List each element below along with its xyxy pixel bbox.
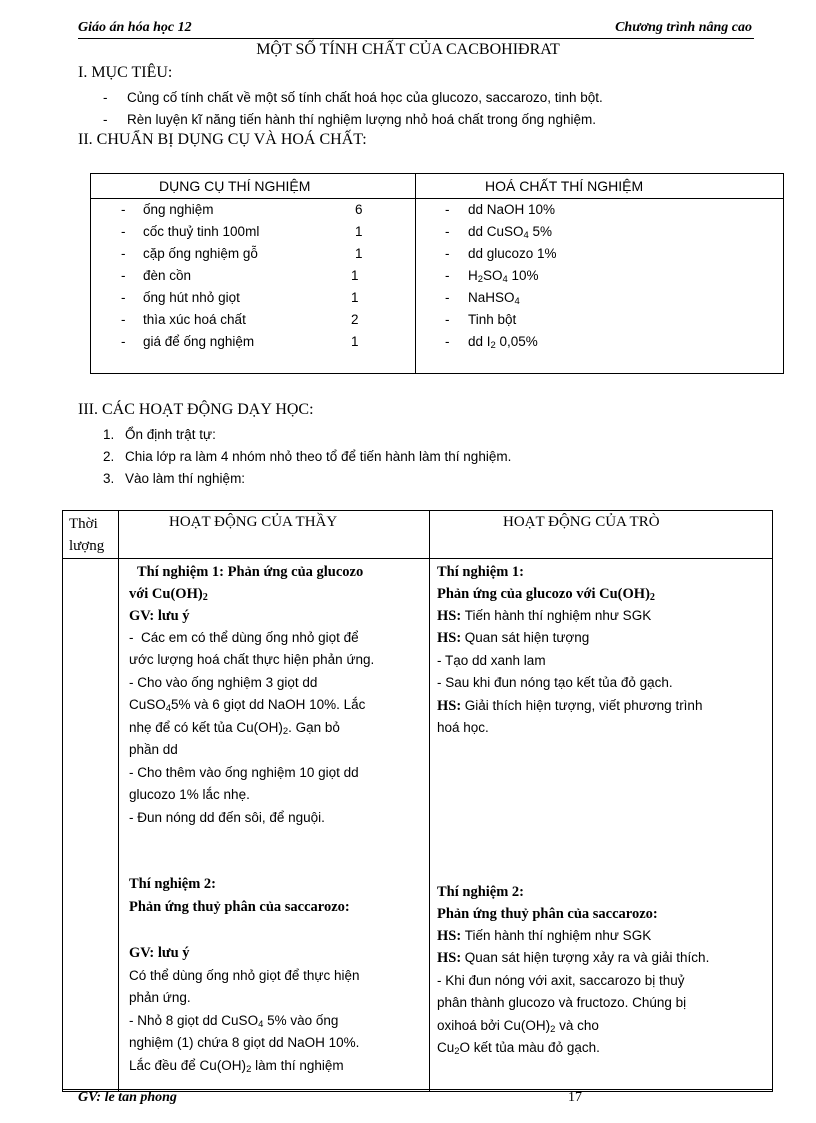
line-text: Giải thích hiện tượng, viết phương trình [464, 698, 703, 713]
chemical-name: dd glucozo 1% [468, 246, 557, 261]
item-text: Vào làm thí nghiệm: [125, 471, 246, 486]
tools-header: DỤNG CỤ THÍ NGHIỆM [159, 178, 311, 194]
line: HS: Quan sát hiện tượng xảy ra và giải thích. [437, 950, 710, 966]
bullet-dash: - [121, 334, 126, 349]
chemical-row [415, 246, 783, 268]
bullet-dash: - [445, 312, 450, 327]
line: nghiệm (1) chứa 8 giọt dd NaOH 10%. [129, 1035, 360, 1050]
item-number: 3. [103, 471, 115, 486]
tools-list [91, 202, 415, 372]
tool-row [91, 224, 415, 246]
line: oxihoá bởi $Cu(OH)_2$ và cho [437, 1018, 599, 1035]
student-column [437, 561, 771, 1091]
tool-row [91, 246, 415, 268]
chemicals-list [415, 202, 783, 372]
bullet-dash: - [103, 90, 108, 105]
item-text: Chia lớp ra làm 4 nhóm nhỏ theo tổ để tiến hành làm thí nghiệm. [125, 449, 512, 464]
exp2-title: Phản ứng thuỷ phân của saccarozo: [129, 899, 350, 915]
footer-author: GV: le tan phong [78, 1090, 177, 1105]
table-header-divider [63, 558, 772, 559]
chemical-row [415, 312, 783, 334]
exp1-title-line1: Thí nghiệm 1: Phản ứng của glucozo [137, 564, 364, 580]
bullet-dash: - [121, 290, 126, 305]
line: - Cho vào ống nghiệm 3 giọt dd [129, 675, 318, 690]
activity-table [62, 510, 773, 1092]
section1-item-text: Rèn luyện kĩ năng tiến hành thí nghiệm lượng nhỏ hoá chất trong ống nghiệm. [127, 112, 596, 127]
tool-qty: 6 [355, 202, 363, 217]
line: - Các em có thể dùng ống nhỏ giọt để [129, 630, 359, 645]
line: phần dd [129, 742, 178, 757]
time-header: Thời lượng [69, 516, 105, 554]
line: - Cho thêm vào ống nghiệm 10 giọt dd [129, 765, 359, 780]
bullet-dash: - [103, 112, 108, 127]
tool-row [91, 290, 415, 312]
exp1-title: Phản ứng của glucozo với $Cu(OH)_2$ [437, 586, 655, 603]
section3-heading: III. CÁC HOẠT ĐỘNG DẠY HỌC: [78, 401, 314, 418]
section3-list [103, 427, 763, 493]
chemicals-header: HOÁ CHẤT THÍ NGHIỆM [485, 178, 644, 194]
exp1-title-line2: với $Cu(OH)_2$ [129, 586, 208, 603]
tool-name: đèn cồn [143, 268, 192, 283]
section2-heading: II. CHUẨN BỊ DỤNG CỤ VÀ HOÁ CHẤT: [78, 131, 367, 148]
tool-row [91, 312, 415, 334]
header-divider [78, 38, 754, 39]
bullet-dash: - [445, 290, 450, 305]
chemical-row [415, 290, 783, 312]
exp2-title: Phản ứng thuỷ phân của saccarozo: [437, 906, 658, 922]
page-number: 17 [568, 1090, 582, 1105]
chemical-name: dd CuSO$_4$ 5% [468, 224, 553, 241]
bullet-dash: - [121, 312, 126, 327]
bullet-dash: - [445, 224, 450, 239]
chemical-name: Tinh bột [468, 312, 517, 327]
line-text: Tiến hành thí nghiệm như SGK [464, 608, 652, 623]
teacher-column [129, 561, 425, 1091]
tool-row [91, 202, 415, 224]
chemical-name: $H_2SO_4$ 10% [468, 268, 539, 285]
chemical-name: NaHSO$_4$ [468, 290, 520, 307]
line: CuSO$_4$5% và 6 giọt dd NaOH 10%. Lắc [129, 697, 366, 714]
item-number: 2. [103, 449, 115, 464]
line: Có thể dùng ống nhỏ giọt để thực hiện [129, 968, 360, 983]
line: HS: Giải thích hiện tượng, viết phương trình [437, 698, 703, 714]
student-header: HOẠT ĐỘNG CỦA TRÒ [503, 514, 660, 530]
tool-qty: 1 [355, 224, 363, 239]
teacher-header: HOẠT ĐỘNG CỦA THẦY [169, 514, 338, 530]
tool-name: thìa xúc hoá chất [143, 312, 246, 327]
tool-name: ống nghiệm [143, 202, 214, 217]
tool-name: cặp ống nghiệm gỗ [143, 246, 258, 261]
item-text: Ổn định trật tự: [125, 427, 216, 442]
section1-heading: I. MỤC TIÊU: [78, 64, 173, 81]
chemical-row [415, 224, 783, 246]
section1-item-text: Củng cố tính chất về một số tính chất hoá học của glucozo, saccarozo, tinh bột. [127, 90, 603, 105]
tool-name: ống hút nhỏ giọt [143, 290, 240, 305]
line: HS: Quan sát hiện tượng [437, 630, 590, 646]
bullet-dash: - [121, 246, 126, 261]
equipment-table [90, 173, 784, 374]
table-column-divider [118, 511, 119, 1091]
chemical-row [415, 268, 783, 290]
line: HS: Tiến hành thí nghiệm như SGK [437, 608, 652, 624]
bullet-dash: - [445, 202, 450, 217]
bullet-dash: - [121, 202, 126, 217]
exp1-label: Thí nghiệm 1: [437, 564, 525, 580]
tool-name: giá để ống nghiệm [143, 334, 255, 349]
tool-qty: 1 [351, 290, 359, 305]
gv-note-2: GV: lưu ý [129, 945, 190, 961]
chemical-name: dd $I_2$ 0,05% [468, 334, 538, 351]
line: $Cu_2O$ kết tủa màu đỏ gạch. [437, 1040, 600, 1057]
table-header-divider [91, 198, 783, 199]
header-left: Giáo án hóa học 12 [78, 20, 192, 35]
chemical-row [415, 202, 783, 224]
tool-qty: 2 [351, 312, 359, 327]
tool-name: cốc thuỷ tinh 100ml [143, 224, 260, 239]
line: HS: Tiến hành thí nghiệm như SGK [437, 928, 652, 944]
line: glucozo 1% lắc nhẹ. [129, 787, 250, 802]
tool-qty: 1 [351, 268, 359, 283]
section1-item [103, 112, 723, 132]
line: hoá học. [437, 720, 489, 735]
line-text: Quan sát hiện tượng xảy ra và giải thích. [464, 950, 710, 965]
exp2-label: Thí nghiệm 2: [437, 884, 525, 900]
page-title: MỘT SỐ TÍNH CHẤT CỦA CACBOHIĐRAT [256, 41, 560, 58]
tool-row [91, 334, 415, 356]
chemical-name: dd NaOH 10% [468, 202, 556, 217]
line: - Nhỏ 8 giọt dd CuSO$_4$ 5% vào ống [129, 1013, 339, 1030]
exp2-label: Thí nghiệm 2: [129, 876, 217, 892]
table-column-divider [429, 511, 430, 1091]
tool-qty: 1 [351, 334, 359, 349]
gv-note: GV: lưu ý [129, 608, 190, 624]
tool-row [91, 268, 415, 290]
line: - Tạo dd xanh lam [437, 653, 546, 668]
line: Lắc đều để $Cu(OH)_2$ làm thí nghiệm [129, 1058, 344, 1075]
bullet-dash: - [445, 268, 450, 283]
chemical-row [415, 334, 783, 356]
section1-item [103, 90, 723, 110]
line-text: Tiến hành thí nghiệm như SGK [464, 928, 652, 943]
bullet-dash: - [121, 268, 126, 283]
item-number: 1. [103, 427, 115, 442]
line: nhẹ để có kết tủa $Cu(OH)_2$. Gạn bỏ [129, 720, 340, 737]
tool-qty: 1 [355, 246, 363, 261]
line: - Đun nóng dd đến sôi, để nguội. [129, 810, 325, 825]
line: - Sau khi đun nóng tạo kết tủa đỏ gạch. [437, 675, 673, 690]
line: phản ứng. [129, 990, 191, 1005]
header-right: Chương trình nâng cao [615, 20, 752, 35]
line: - Khi đun nóng với axit, saccarozo bị thuỷ [437, 973, 685, 988]
line: ước lượng hoá chất thực hiện phản ứng. [129, 652, 375, 667]
line: phân thành glucozo và fructozo. Chúng bị [437, 995, 687, 1010]
bullet-dash: - [121, 224, 126, 239]
line-text: Quan sát hiện tượng [464, 630, 590, 645]
bullet-dash: - [445, 246, 450, 261]
bullet-dash: - [445, 334, 450, 349]
